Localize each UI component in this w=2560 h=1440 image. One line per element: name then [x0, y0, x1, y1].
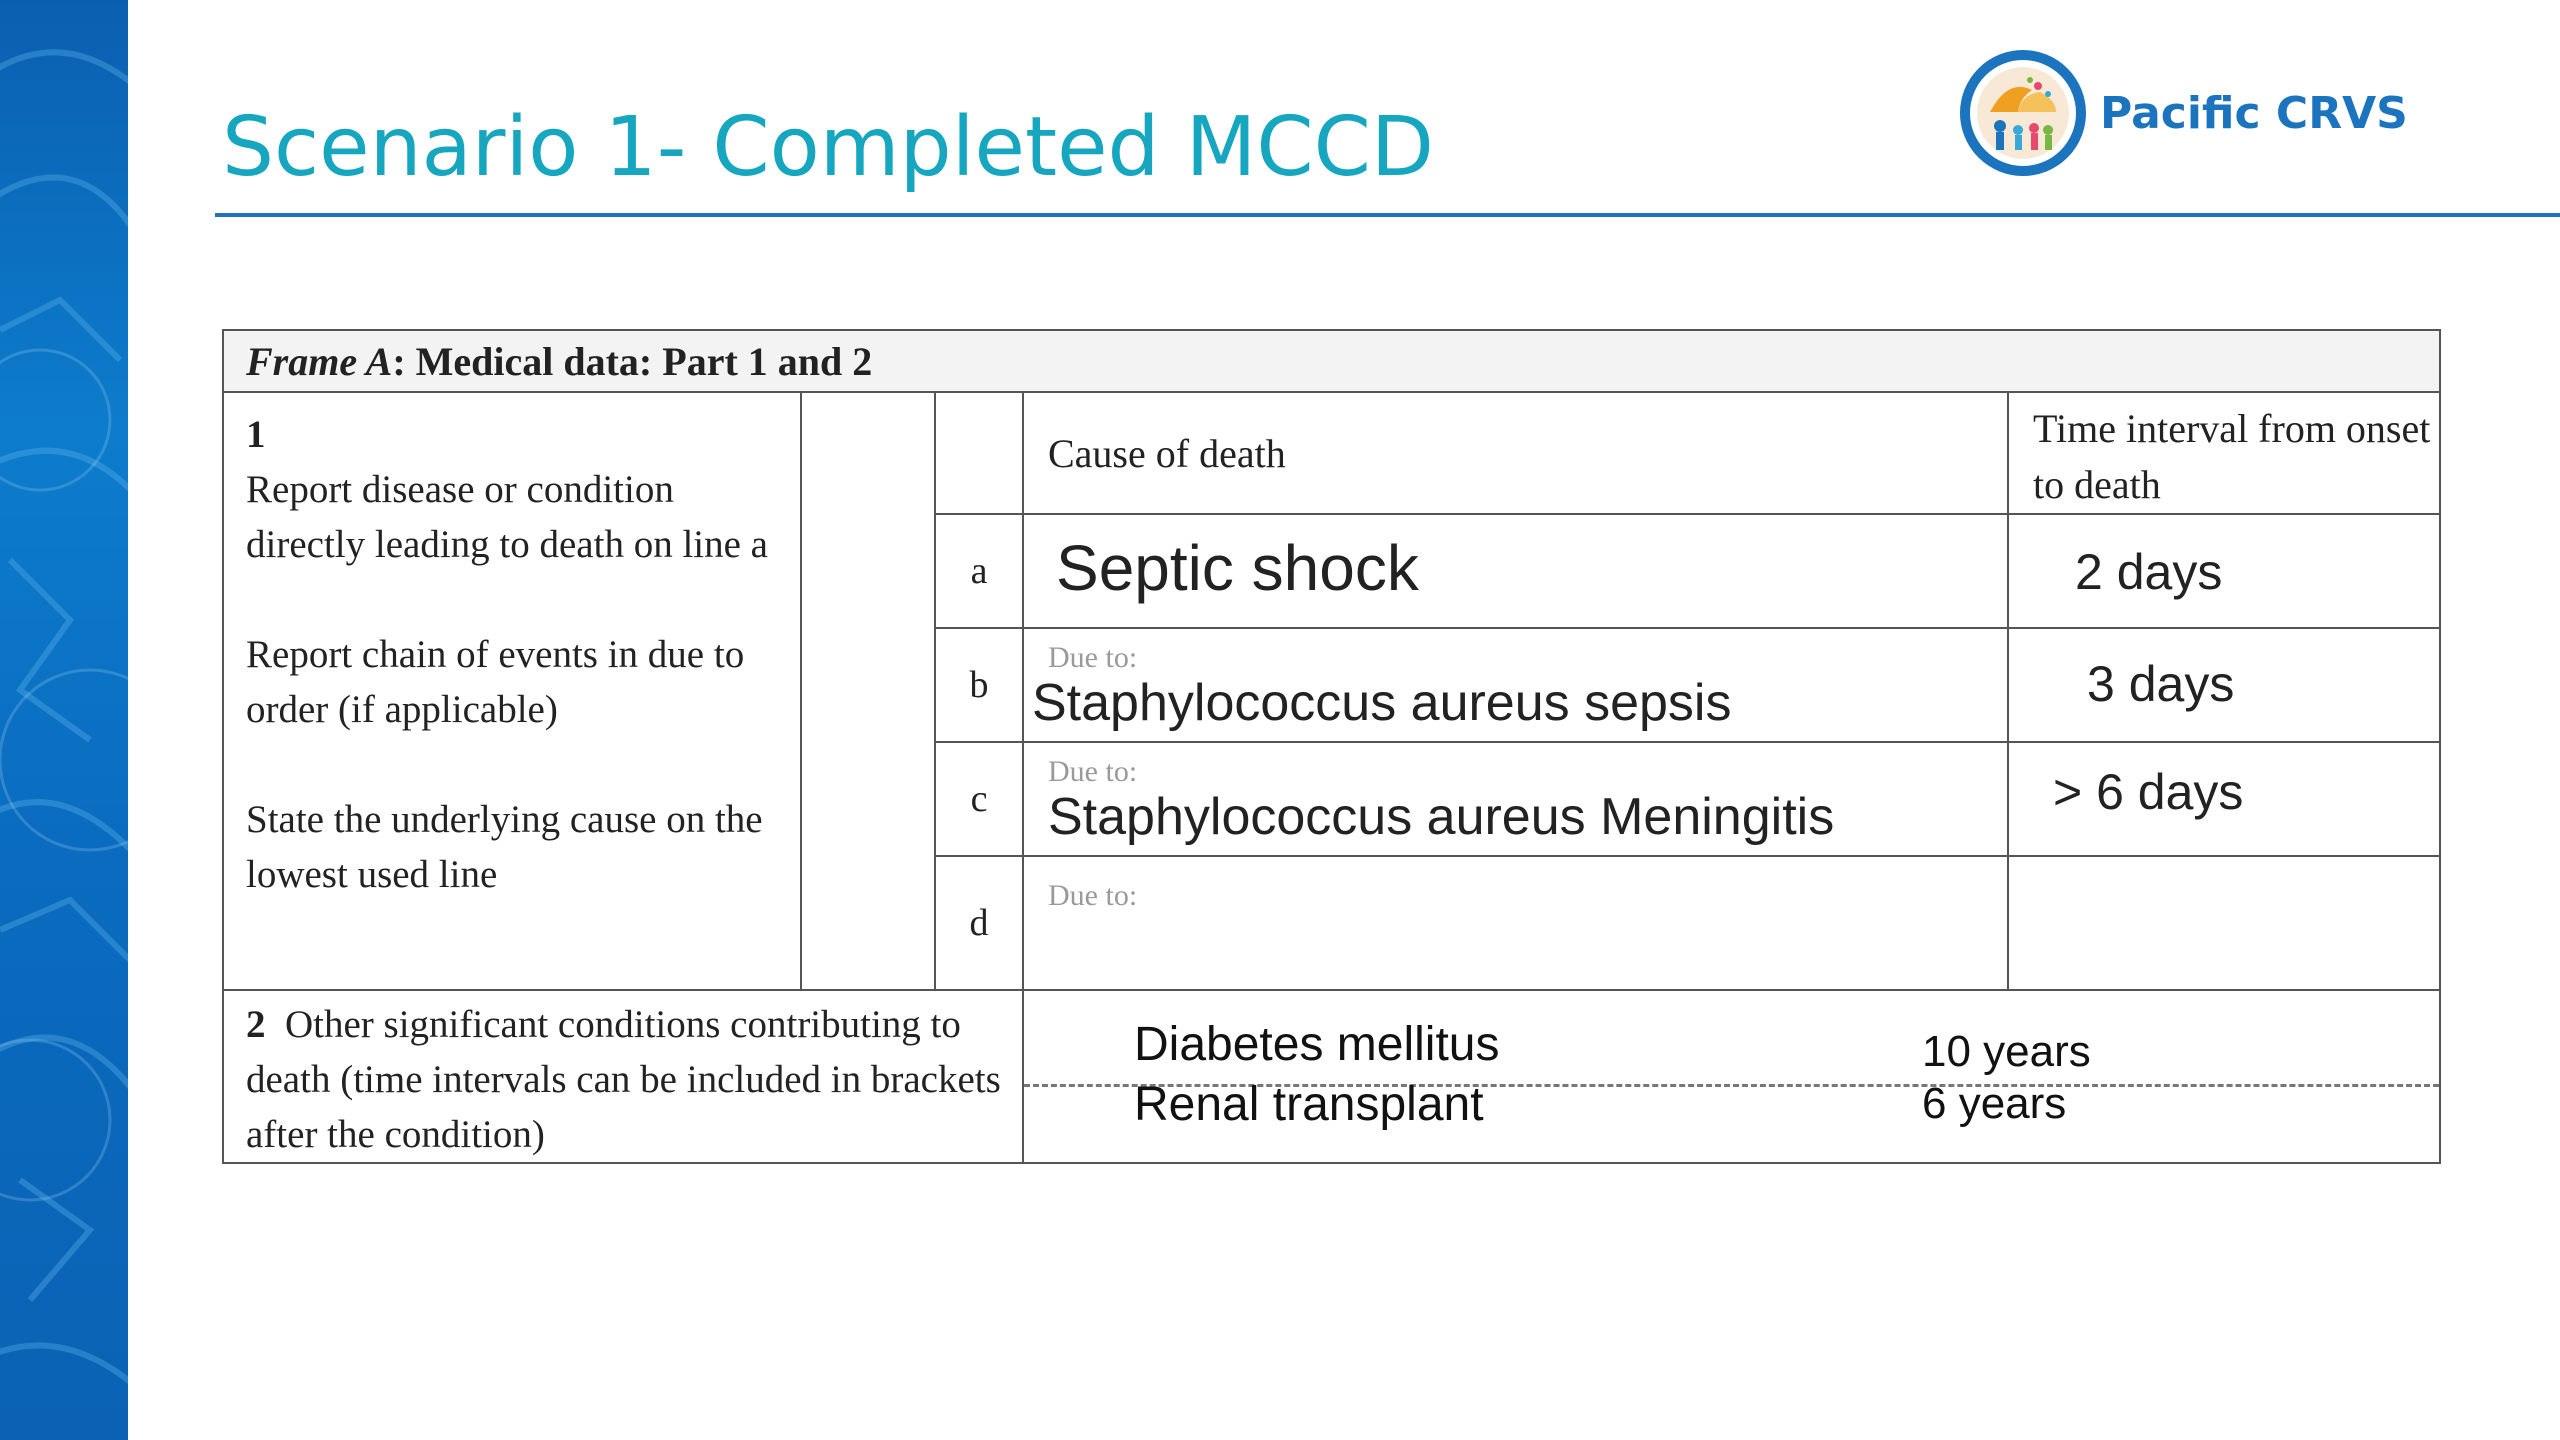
line-letter-d: d: [935, 856, 1023, 990]
cause-cell-d: [1023, 856, 2008, 990]
cause-of-death-header: Cause of death: [1023, 392, 2008, 514]
other-conditions-cell: [1023, 990, 2440, 1163]
title-divider: [215, 213, 2560, 217]
part1-instruction-underlying: State the underlying cause on the lowest used line: [246, 798, 763, 896]
decorative-side-band: [0, 0, 128, 1440]
due-to-label-c: Due to:: [1048, 755, 1138, 788]
frame-a-label: Frame A: [246, 338, 393, 384]
due-to-label-b: Due to:: [1048, 641, 1138, 674]
part1-instruction-line-a: Report disease or condition directly leading to death on line a: [246, 468, 768, 566]
time-interval-header: Time interval from onset to death: [2008, 392, 2440, 514]
part2-number: 2: [246, 1003, 266, 1046]
part1-number: 1: [246, 413, 266, 456]
part1-instruction-chain: Report chain of events in due to order (if applicable): [246, 633, 745, 731]
side-band-pattern: [0, 0, 128, 1440]
line-letter-b: b: [935, 628, 1023, 742]
cause-line-a: Septic shock: [1023, 514, 2008, 628]
frame-a-subtitle: : Medical data: Part 1 and 2: [392, 338, 873, 384]
frame-a-heading: [223, 330, 2440, 392]
brand-name: Pacific CRVS: [2100, 88, 2408, 139]
interval-line-c: > 6 days: [2008, 742, 2440, 856]
cause-line-b: Staphylococcus aureus sepsis: [1032, 674, 1732, 732]
cause-line-c: Staphylococcus aureus Meningitis: [1048, 788, 1835, 846]
line-letter-c: c: [935, 742, 1023, 856]
cause-cell-b: [1023, 628, 2008, 742]
part2-label: Other significant conditions contributing to death (time intervals can be included in brackets after the condition): [246, 1003, 1001, 1156]
interval-line-d: [2008, 856, 2440, 990]
line-letter-a: a: [935, 514, 1023, 628]
slide-title: Scenario 1- Completed MCCD: [222, 100, 1435, 195]
family-umbrella-icon: [1960, 50, 2086, 176]
condition-name-1: Diabetes mellitus: [1134, 1018, 1500, 1071]
cause-cell-c: [1023, 742, 2008, 856]
part1-instructions: [223, 392, 801, 990]
mccd-frame-a-table: [222, 329, 2441, 1164]
blank-column: [801, 392, 935, 990]
condition-interval-1: 10 years: [1922, 1027, 2091, 1076]
letter-header-cell: [935, 392, 1023, 514]
condition-name-2: Renal transplant: [1134, 1078, 1484, 1131]
interval-line-a: 2 days: [2008, 514, 2440, 628]
condition-interval-2: 6 years: [1922, 1079, 2067, 1128]
part2-label-cell: [223, 990, 1023, 1163]
due-to-label-d: Due to:: [1048, 879, 1138, 912]
interval-line-b: 3 days: [2008, 628, 2440, 742]
